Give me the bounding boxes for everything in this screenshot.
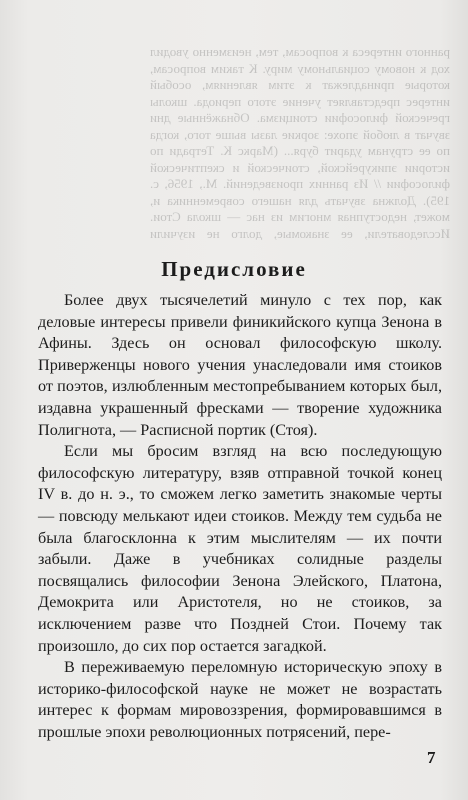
chapter-heading: Предисловие <box>161 257 307 281</box>
paragraph: Если мы бросим взгляд на всю последующую философскую литературу, взяв отправной точкой конец IV в. до н. э., то сможем легко заметить знакомые черты — повсюду мелькают идеи стоиков. Между тем судьба не была благосклонна к этим мыслителям — их почти забыли. Даже в учебниках солидные разделы посвящались философии Зенона Элейского, Платона, Демокрита или Аристотеля, но не стоиков, за исключением разве что Поздней Стои. Почему так произошло, до сих пор остается загадкой. <box>38 442 442 655</box>
paragraph: В переживаемую переломную историческую эпоху в историко-философской науке не может не возрастать интерес к формам мировоззрения, формировавшимся в прошлые эпохи революционных потрясений, пере- <box>38 658 442 741</box>
page-number: 7 <box>427 748 436 767</box>
bleed-through-text: ранного интереса к вопросам, тем, неизменно уводил ход к новому социальному миру. К таким вопросам, которые принадлежат к этим явлениям, особый интерес представляет учение этого периода. школы греческой философии стоицизма. Обнажённые дни звучат в любой эпохе: зоркие лазы выше того, когда по ее струнам ударит буря... (Маркс К. Тетради по истории эпикурейской, стоической и скептической философии // Из ранних произведений. М., 1956, с. 195). Должна звучать для нашего современника и, может, недоступная многим из нас — школа Стои. Исследователи, ее знакомые, долго не изучили <box>150 44 450 240</box>
body-text <box>38 290 442 743</box>
paragraph: Более двух тысячелетий минуло с тех пор, как деловые интересы привели финикийского купца Зенона в Афины. Здесь он основал философскую школу. Приверженцы нового учения унаследовали имя стоиков от поэтов, излюбленным местопребыванием которых был, издавна украшенный фресками — творение художника Полигнота, — Расписной портик (Стоя). <box>38 291 442 439</box>
